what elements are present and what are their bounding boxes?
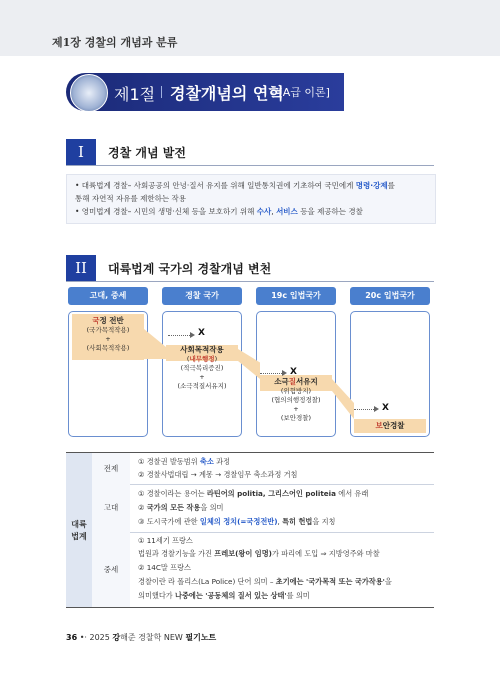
era-20c-content: 보안경찰 bbox=[375, 421, 405, 430]
section-heading-2 bbox=[66, 255, 434, 282]
excluded-mark: X bbox=[382, 403, 389, 413]
table-line: 의미했다가 나중에는 '공동체의 질서 있는 상태'를 의미 bbox=[138, 591, 310, 600]
table-line: ③ 도시국가에 관한 일체의 정치(=국정전반), 특히 헌법을 지칭 bbox=[138, 517, 336, 526]
table-line: ② 경찰사법대립 → 계몽 → 경찰임무 축소과정 거침 bbox=[138, 470, 298, 479]
footer-dots: •· bbox=[79, 633, 87, 642]
table-line: ② 14C말 프랑스 bbox=[138, 563, 191, 572]
era-ancient-content: 국정 전반 (국가목적작용) + (사회목적작용) bbox=[86, 316, 130, 352]
banner-divider bbox=[161, 86, 162, 98]
table-line: ① 경찰이라는 용어는 라틴어의 politia, 그리스어인 politeia 에서 유래 bbox=[138, 489, 369, 498]
column-header: 고대, 중세 bbox=[68, 287, 148, 305]
banner-title: 경찰개념의 연혁 bbox=[170, 84, 284, 103]
evolution-diagram bbox=[66, 287, 434, 443]
row-label: 고대 bbox=[92, 484, 130, 533]
definition-box bbox=[66, 174, 436, 224]
arrow-icon bbox=[354, 409, 376, 410]
table-line: ① 11세기 프랑스 bbox=[138, 536, 193, 545]
section-heading-1 bbox=[66, 139, 434, 166]
section-title: 경찰 개념 발전 bbox=[108, 146, 186, 160]
banner-grade: - [A급 이론] bbox=[271, 86, 330, 99]
column-header: 19c 입법국가 bbox=[256, 287, 336, 305]
era-police-state-content: 사회목적작용 (내무행정) (적극복리증진) + (소극적질서유지) bbox=[177, 345, 227, 390]
definition-line: 통해 자연적 자유를 제한하는 작용 bbox=[75, 194, 186, 203]
arrow-icon bbox=[168, 335, 192, 336]
continental-law-table bbox=[66, 452, 434, 608]
police-emblem-icon bbox=[70, 74, 108, 112]
table-line: 경찰이란 라 폴리스(La Police) 단어 의미 – 초기에는 '국가목적 또는 국가작용'을 bbox=[138, 577, 392, 586]
chapter-title: 제1장 경찰의 개념과 분류 bbox=[52, 36, 178, 49]
page-footer: 36 •· 2025 강해준 경찰학 NEW 필기노트 bbox=[66, 633, 217, 642]
column-header: 경찰 국가 bbox=[162, 287, 242, 305]
table-line: ① 경찰권 발동범위 축소 과정 bbox=[138, 457, 230, 466]
section-title: 대륙법계 국가의 경찰개념 변천 bbox=[108, 262, 272, 276]
section-number: II bbox=[66, 255, 96, 281]
table-line: 법원과 경찰기능을 가진 프레보(왕이 임명)가 파리에 도입 ⇒ 지방영주와 마찰 bbox=[138, 549, 380, 558]
arrow-icon bbox=[260, 373, 284, 374]
banner-section-number: 제1절 bbox=[114, 85, 156, 104]
page-header bbox=[0, 0, 500, 56]
table-category-label: 대륙 법계 bbox=[66, 453, 92, 607]
column-header: 20c 입법국가 bbox=[350, 287, 430, 305]
excluded-mark: X bbox=[198, 328, 205, 338]
era-19c-content: 소극질서유지 (위험방지) (협의의행정경찰) + (보안경찰) bbox=[271, 377, 321, 422]
definition-line: • 영미법계 경찰– 시민의 생명·신체 등을 보호하기 위해 수사, 서비스 등을 제공하는 경찰 bbox=[75, 207, 363, 216]
row-label: 중세 bbox=[92, 532, 130, 607]
excluded-mark: X bbox=[290, 367, 297, 377]
section-number: I bbox=[66, 139, 96, 165]
definition-line: • 대륙법계 경찰– 사회공공의 안녕·질서 유지를 위해 일반통치권에 기초하여 국민에게 명령·강제를 bbox=[75, 181, 395, 190]
row-label: 전제 bbox=[92, 453, 130, 485]
table-line: ② 국가의 모든 작용을 의미 bbox=[138, 503, 224, 512]
page-number: 36 bbox=[66, 633, 78, 642]
